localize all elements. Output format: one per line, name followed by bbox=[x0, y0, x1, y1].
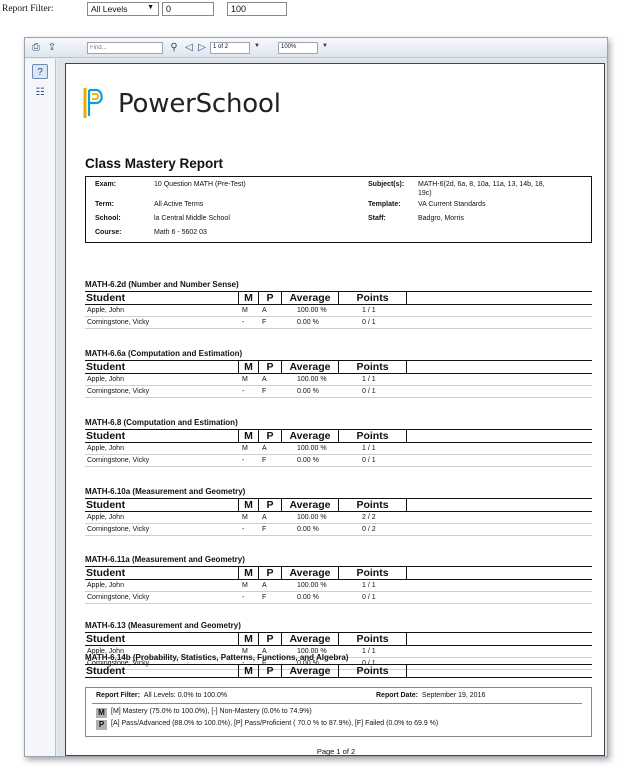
column-header-points: Points bbox=[338, 430, 407, 443]
column-header-average: Average bbox=[281, 430, 338, 443]
report-title: Class Mastery Report bbox=[85, 156, 224, 171]
cell-average: 100.00 % bbox=[297, 514, 327, 521]
cell-m: M bbox=[242, 307, 248, 314]
pass-legend: [A] Pass/Advanced (88.0% to 100.0%), [P] Pass/Proficient ( 70.0 % to 87.9%), [F] Failed (0.0% to 69.9 %) bbox=[111, 720, 439, 727]
standard-section bbox=[85, 280, 592, 329]
template-label: Template: bbox=[368, 201, 401, 208]
standard-title: MATH-6.11a (Measurement and Geometry) bbox=[85, 555, 245, 564]
footer-date-value: September 19, 2016 bbox=[421, 692, 486, 699]
cell-student: Corningstone, Vicky bbox=[87, 660, 150, 667]
mastery-legend: [M] Mastery (75.0% to 100.0%), [-] Non-Mastery (0.0% to 74.9%) bbox=[111, 708, 312, 715]
table-header bbox=[85, 566, 592, 580]
export-icon[interactable]: ⇪ bbox=[47, 42, 57, 53]
column-header-m: M bbox=[238, 567, 258, 580]
column-header-m: M bbox=[238, 292, 258, 305]
chevron-down-icon: ▼ bbox=[147, 4, 154, 11]
cell-points: 2 / 2 bbox=[362, 514, 376, 521]
cell-m: - bbox=[242, 660, 245, 667]
cell-student: Corningstone, Vicky bbox=[87, 319, 150, 326]
column-header-student: Student bbox=[86, 665, 126, 677]
standard-title: MATH-6.6a (Computation and Estimation) bbox=[85, 349, 243, 358]
table-row bbox=[85, 374, 592, 386]
course-value: Math 6 - 5602 03 bbox=[154, 229, 207, 236]
school-label: School: bbox=[95, 215, 121, 222]
cell-points: 1 / 1 bbox=[362, 376, 376, 383]
cell-average: 100.00 % bbox=[297, 648, 327, 655]
cell-m: M bbox=[242, 648, 248, 655]
table-header bbox=[85, 632, 592, 646]
cell-p: F bbox=[262, 594, 267, 601]
previous-page-icon[interactable]: ◁ bbox=[185, 42, 193, 53]
cell-p: F bbox=[262, 388, 267, 395]
table-row bbox=[85, 386, 592, 398]
column-header-p: P bbox=[258, 665, 281, 678]
cell-average: 0.00 % bbox=[297, 388, 319, 395]
column-header-m: M bbox=[238, 665, 258, 678]
column-header-points: Points bbox=[338, 361, 407, 374]
standard-section bbox=[85, 487, 592, 536]
table-row bbox=[85, 524, 592, 536]
table-row bbox=[85, 317, 592, 329]
viewer-sidebar bbox=[25, 59, 56, 756]
min-percent-input[interactable]: 0 bbox=[162, 2, 214, 16]
cell-points: 0 / 2 bbox=[362, 526, 376, 533]
cell-average: 100.00 % bbox=[297, 582, 327, 589]
subjects-value-line2: 19c) bbox=[418, 190, 432, 197]
footer-filter-label: Report Filter: bbox=[96, 692, 140, 699]
powerschool-logo bbox=[83, 86, 353, 122]
cell-student: Apple, John bbox=[87, 648, 124, 655]
column-header-average: Average bbox=[281, 665, 338, 678]
table-row bbox=[85, 443, 592, 455]
table-header bbox=[85, 498, 592, 512]
footer-filter-value: All Levels: 0.0% to 100.0% bbox=[143, 692, 228, 699]
table-row bbox=[85, 512, 592, 524]
column-header-average: Average bbox=[281, 499, 338, 512]
pass-legend-box: P bbox=[96, 720, 107, 730]
term-label: Term: bbox=[95, 201, 114, 208]
cell-student: Apple, John bbox=[87, 514, 124, 521]
cell-m: M bbox=[242, 582, 248, 589]
column-header-p: P bbox=[258, 292, 281, 305]
exam-value: 10 Question MATH (Pre-Test) bbox=[154, 181, 246, 188]
table-row bbox=[85, 305, 592, 317]
footer-filter bbox=[96, 692, 227, 699]
cell-m: - bbox=[242, 594, 245, 601]
powerschool-logo-icon bbox=[83, 86, 107, 120]
column-header-points: Points bbox=[338, 567, 407, 580]
page-dropdown-icon[interactable]: ▼ bbox=[254, 43, 260, 49]
column-header-average: Average bbox=[281, 567, 338, 580]
column-header-m: M bbox=[238, 499, 258, 512]
cell-student: Corningstone, Vicky bbox=[87, 594, 150, 601]
cell-average: 0.00 % bbox=[297, 319, 319, 326]
report-page bbox=[65, 63, 605, 756]
column-header-student: Student bbox=[86, 430, 126, 442]
column-header-m: M bbox=[238, 361, 258, 374]
cell-average: 100.00 % bbox=[297, 445, 327, 452]
report-filter-bar bbox=[0, 0, 623, 20]
table-header bbox=[85, 360, 592, 374]
report-content-area bbox=[57, 59, 607, 756]
cell-m: - bbox=[242, 319, 245, 326]
subjects-label: Subject(s): bbox=[368, 181, 405, 188]
cell-student: Apple, John bbox=[87, 307, 124, 314]
table-header bbox=[85, 664, 592, 678]
level-select[interactable] bbox=[87, 2, 159, 16]
staff-value: Badgro, Morris bbox=[418, 215, 464, 222]
binoculars-icon[interactable]: ⚲ bbox=[170, 42, 178, 53]
column-header-average: Average bbox=[281, 292, 338, 305]
column-header-student: Student bbox=[86, 292, 126, 304]
zoom-selector[interactable]: 100% bbox=[278, 42, 318, 54]
cell-p: F bbox=[262, 457, 267, 464]
report-info-box bbox=[85, 176, 592, 243]
cell-student: Apple, John bbox=[87, 376, 124, 383]
staff-label: Staff: bbox=[368, 215, 386, 222]
column-header-p: P bbox=[258, 430, 281, 443]
cell-average: 0.00 % bbox=[297, 457, 319, 464]
cell-p: A bbox=[262, 648, 267, 655]
column-header-m: M bbox=[238, 430, 258, 443]
page-number: Page 1 of 2 bbox=[316, 747, 356, 756]
zoom-dropdown-icon[interactable]: ▼ bbox=[322, 43, 328, 49]
cell-average: 100.00 % bbox=[297, 376, 327, 383]
standard-title: MATH-6.10a (Measurement and Geometry) bbox=[85, 487, 246, 496]
cell-points: 1 / 1 bbox=[362, 582, 376, 589]
column-header-student: Student bbox=[86, 567, 126, 579]
column-header-average: Average bbox=[281, 361, 338, 374]
report-viewer bbox=[24, 37, 608, 757]
cell-m: - bbox=[242, 526, 245, 533]
standard-section bbox=[85, 418, 592, 467]
cell-p: F bbox=[262, 526, 267, 533]
column-header-p: P bbox=[258, 567, 281, 580]
cell-student: Corningstone, Vicky bbox=[87, 457, 150, 464]
report-filter-label: Report Filter: bbox=[2, 4, 54, 14]
cell-average: 0.00 % bbox=[297, 526, 319, 533]
next-page-icon[interactable]: ▷ bbox=[198, 42, 206, 53]
cell-average: 0.00 % bbox=[297, 594, 319, 601]
cell-student: Corningstone, Vicky bbox=[87, 526, 150, 533]
cell-average: 0.00 % bbox=[297, 660, 319, 667]
find-input[interactable] bbox=[87, 42, 163, 54]
cell-points: 0 / 1 bbox=[362, 388, 376, 395]
report-footer bbox=[85, 687, 592, 737]
standard-section bbox=[85, 653, 592, 678]
standard-section bbox=[85, 555, 592, 604]
term-value: All Active Terms bbox=[154, 201, 204, 208]
mastery-legend-box: M bbox=[96, 708, 107, 718]
cell-points: 0 / 1 bbox=[362, 319, 376, 326]
cell-m: M bbox=[242, 514, 248, 521]
column-header-student: Student bbox=[86, 499, 126, 511]
brand-name: PowerSchool bbox=[118, 89, 281, 119]
cell-student: Corningstone, Vicky bbox=[87, 388, 150, 395]
max-percent-input[interactable]: 100 bbox=[227, 2, 287, 16]
column-header-p: P bbox=[258, 633, 281, 646]
exam-label: Exam: bbox=[95, 181, 117, 188]
cell-p: A bbox=[262, 582, 267, 589]
column-header-points: Points bbox=[338, 292, 407, 305]
footer-date bbox=[376, 692, 485, 699]
table-row bbox=[85, 580, 592, 592]
cell-p: F bbox=[262, 660, 267, 667]
cell-points: 0 / 1 bbox=[362, 594, 376, 601]
cell-m: M bbox=[242, 445, 248, 452]
help-icon[interactable]: ? bbox=[32, 64, 48, 79]
column-header-points: Points bbox=[338, 665, 407, 678]
viewer-toolbar bbox=[25, 38, 607, 58]
table-header bbox=[85, 291, 592, 305]
table-header bbox=[85, 429, 592, 443]
column-header-points: Points bbox=[338, 499, 407, 512]
subjects-value-line1: MATH-6(2d, 6a, 8, 10a, 11a, 13, 14b, 18, bbox=[418, 181, 545, 188]
page-selector[interactable]: 1 of 2 bbox=[210, 42, 250, 54]
cell-points: 1 / 1 bbox=[362, 307, 376, 314]
course-label: Course: bbox=[95, 229, 122, 236]
cell-p: A bbox=[262, 445, 267, 452]
cell-student: Apple, John bbox=[87, 582, 124, 589]
cell-p: A bbox=[262, 307, 267, 314]
cell-points: 1 / 1 bbox=[362, 445, 376, 452]
column-header-p: P bbox=[258, 361, 281, 374]
school-value: la Central Middle School bbox=[154, 215, 230, 222]
column-header-student: Student bbox=[86, 633, 126, 645]
table-row bbox=[85, 592, 592, 604]
column-header-points: Points bbox=[338, 633, 407, 646]
cell-m: - bbox=[242, 457, 245, 464]
cell-p: A bbox=[262, 514, 267, 521]
cell-points: 1 / 1 bbox=[362, 648, 376, 655]
column-header-average: Average bbox=[281, 633, 338, 646]
cell-average: 100.00 % bbox=[297, 307, 327, 314]
document-map-icon[interactable]: ☷ bbox=[35, 87, 45, 98]
column-header-p: P bbox=[258, 499, 281, 512]
template-value: VA Current Standards bbox=[418, 201, 486, 208]
column-header-m: M bbox=[238, 633, 258, 646]
print-icon[interactable]: ⎙ bbox=[32, 42, 40, 53]
column-header-student: Student bbox=[86, 361, 126, 373]
footer-date-label: Report Date: bbox=[376, 692, 419, 699]
cell-m: M bbox=[242, 376, 248, 383]
standard-section bbox=[85, 349, 592, 398]
standard-title: MATH-6.2d (Number and Number Sense) bbox=[85, 280, 239, 289]
cell-m: - bbox=[242, 388, 245, 395]
cell-points: 0 / 1 bbox=[362, 660, 376, 667]
footer-divider bbox=[92, 703, 582, 704]
standard-title: MATH-6.14b (Probability, Statistics, Patterns, Functions, and Algebra) bbox=[85, 653, 349, 662]
table-row bbox=[85, 455, 592, 467]
cell-student: Apple, John bbox=[87, 445, 124, 452]
standard-title: MATH-6.13 (Measurement and Geometry) bbox=[85, 621, 241, 630]
standard-title: MATH-6.8 (Computation and Estimation) bbox=[85, 418, 238, 427]
cell-p: A bbox=[262, 376, 267, 383]
cell-p: F bbox=[262, 319, 267, 326]
cell-points: 0 / 1 bbox=[362, 457, 376, 464]
level-select-value: All Levels bbox=[91, 4, 128, 14]
